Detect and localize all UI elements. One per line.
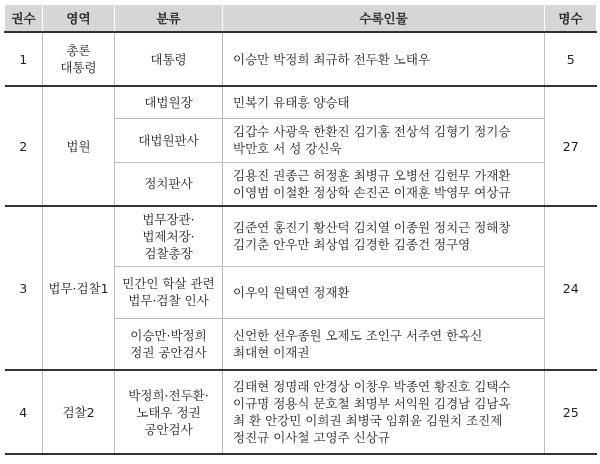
header-row: [5, 5, 597, 33]
names-cell: 민복기 유태흥 양승태: [223, 86, 545, 118]
category-cell: 대통령: [115, 32, 223, 86]
category-cell: 법무장관· 법제처장· 검찰총장: [115, 206, 223, 266]
category-cell: 대법원장: [115, 86, 223, 118]
names-cell: 김태현 정명래 안경상 이창우 박종연 황진호 김택수 이규명 정용식 문호철 최명부 서익원 김경남 김남옥 최 환 안강민 이희권 최병국 임휘윤 김원치 조진제 정진규 이사철 고영주 신상규: [223, 370, 545, 454]
table-row: [5, 86, 597, 118]
header-people: 수록인물: [223, 5, 545, 33]
table-row: [5, 32, 597, 86]
category-cell: 박정희·전두환· 노태우 정권 공안검사: [115, 370, 223, 454]
names-cell: 신언한 선우종원 오제도 조인구 서주연 한옥신 최대현 이재권: [223, 318, 545, 370]
volume-cell: 1: [5, 32, 43, 86]
names-cell: 김준연 홍진기 황산덕 김치열 이종원 정치근 정해창 김기춘 안우만 최상엽 김경한 김종건 정구영: [223, 206, 545, 266]
names-cell: 김갑수 사광욱 한환진 김기홍 전상석 김형기 정기승 박만호 서 성 강신욱: [223, 118, 545, 162]
category-cell: 대법원판사: [115, 118, 223, 162]
personnel-table: [4, 4, 597, 455]
volume-cell: 4: [5, 370, 43, 454]
names-cell: 이우익 원택연 정재환: [223, 266, 545, 318]
volume-cell: 2: [5, 86, 43, 206]
count-cell: 24: [545, 206, 597, 370]
count-cell: 27: [545, 86, 597, 206]
header-category: 분류: [115, 5, 223, 33]
header-volume: 권수: [5, 5, 43, 33]
names-cell: 이승만 박정희 최규하 전두환 노태우: [223, 32, 545, 86]
category-cell: 이승만·박정희 정권 공안검사: [115, 318, 223, 370]
count-cell: 5: [545, 32, 597, 86]
table-row: [5, 206, 597, 266]
area-cell: 법원: [43, 86, 115, 206]
volume-cell: 3: [5, 206, 43, 370]
area-cell: 검찰2: [43, 370, 115, 454]
header-count: 명수: [545, 5, 597, 33]
table-row: [5, 370, 597, 454]
category-cell: 민간인 학살 관련 법무·검찰 인사: [115, 266, 223, 318]
category-cell: 정치판사: [115, 162, 223, 206]
header-area: 영역: [43, 5, 115, 33]
names-cell: 김용진 권종근 허정훈 최병규 오병선 김헌무 가재환 이영범 이철환 정상학 손진곤 이재훈 박영무 여상규: [223, 162, 545, 206]
count-cell: 25: [545, 370, 597, 454]
area-cell: 법무·검찰1: [43, 206, 115, 370]
area-cell: 총론 대통령: [43, 32, 115, 86]
